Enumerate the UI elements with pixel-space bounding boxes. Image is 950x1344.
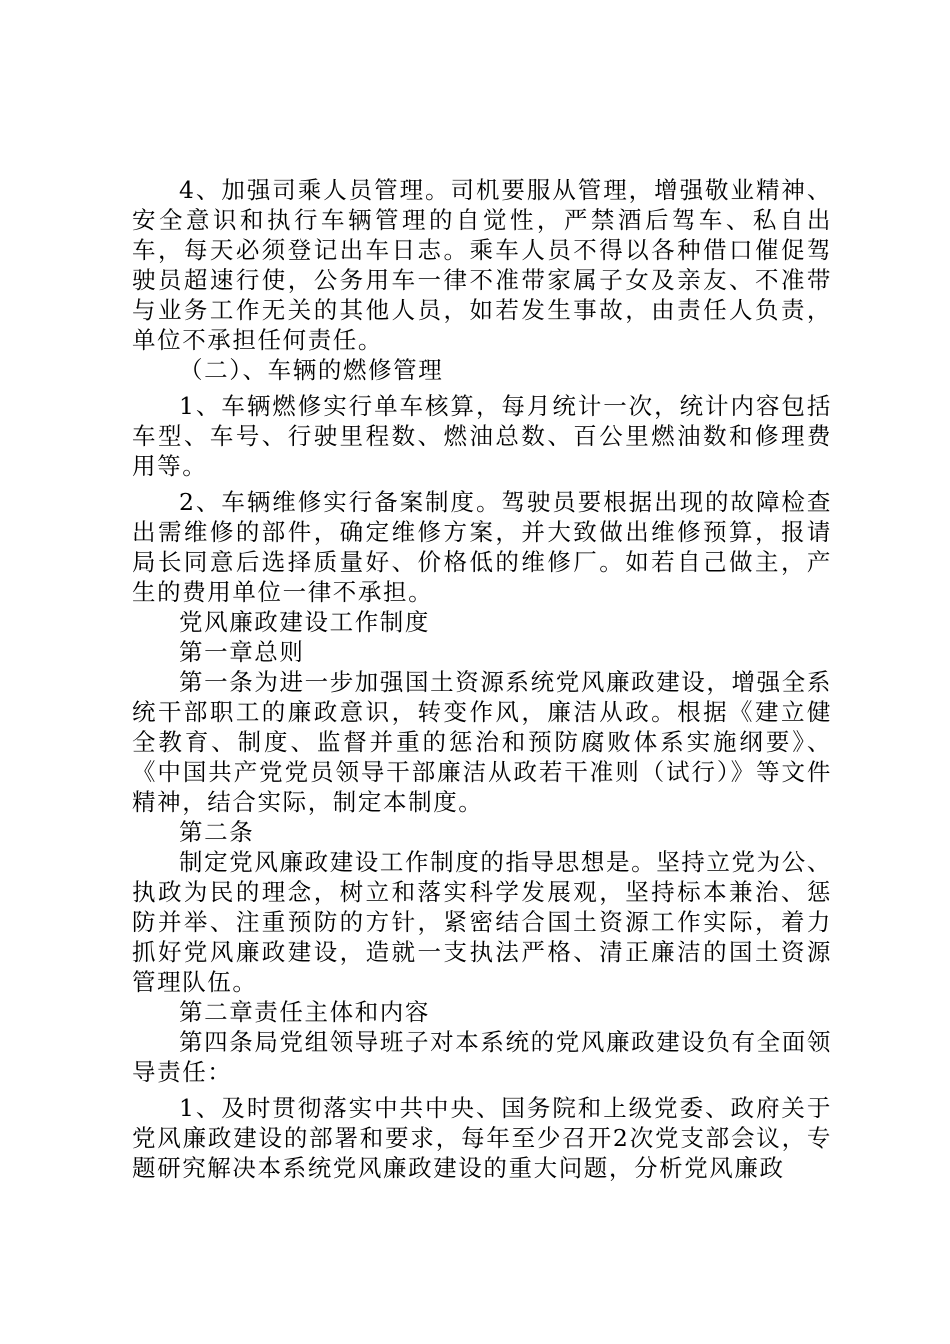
- paragraph-driver-management: 4、加强司乘人员管理。司机要服从管理，增强敬业精神、安全意识和执行车辆管理的自觉性，严禁酒后驾车、私自出车，每天必须登记出车日志。乘车人员不得以各种借口催促驾驶员超速行使，公务用车一律不准带家属子女及亲友、不准带与业务工作无关的其他人员，如若发生事故，由责任人负责，单位不承担任何责任。: [132, 176, 832, 354]
- article-2-heading: 第二条: [179, 818, 255, 846]
- article-4: 第四条局党组领导班子对本系统的党风廉政建设负有全面领导责任：: [132, 1028, 832, 1086]
- chapter-heading-responsibility: 第二章责任主体和内容: [179, 998, 430, 1026]
- chapter-heading-general: 第一章总则: [179, 638, 305, 666]
- paragraph-repair-filing: 2、车辆维修实行备案制度。驾驶员要根据出现的故障检查出需维修的部件，确定维修方案，并大致做出维修预算，报请局长同意后选择质量好、价格低的维修厂。如若自己做主，产生的费用单位一律不承担。: [132, 488, 832, 606]
- article-1: 第一条为进一步加强国土资源系统党风廉政建设，增强全系统干部职工的廉政意识，转变作风，廉洁从政。根据《建立健全教育、制度、监督并重的惩治和预防腐败体系实施纲要》、《中国共产党党员领导干部廉洁从政若干准则（试行）》等文件精神，结合实际，制定本制度。: [132, 668, 832, 816]
- document-body: [132, 175, 832, 1183]
- article-4-item-1: 1、及时贯彻落实中共中央、国务院和上级党委、政府关于党风廉政建设的部署和要求，每年至少召开2次党支部会议，专题研究解决本系统党风廉政建设的重大问题，分析党风廉政: [132, 1094, 832, 1182]
- article-2-body: 制定党风廉政建设工作制度的指导思想是。坚持立党为公、执政为民的理念，树立和落实科学发展观，坚持标本兼治、惩防并举、注重预防的方针，紧密结合国土资源工作实际，着力抓好党风廉政建设，造就一支执法严格、清正廉洁的国土资源管理队伍。: [132, 848, 832, 996]
- paragraph-fuel-accounting: 1、车辆燃修实行单车核算，每月统计一次，统计内容包括车型、车号、行驶里程数、燃油总数、百公里燃油数和修理费用等。: [132, 392, 832, 480]
- section-heading-fuel-repair: （二）、车辆的燃修管理: [179, 356, 444, 384]
- document-title-integrity-system: 党风廉政建设工作制度: [179, 608, 430, 636]
